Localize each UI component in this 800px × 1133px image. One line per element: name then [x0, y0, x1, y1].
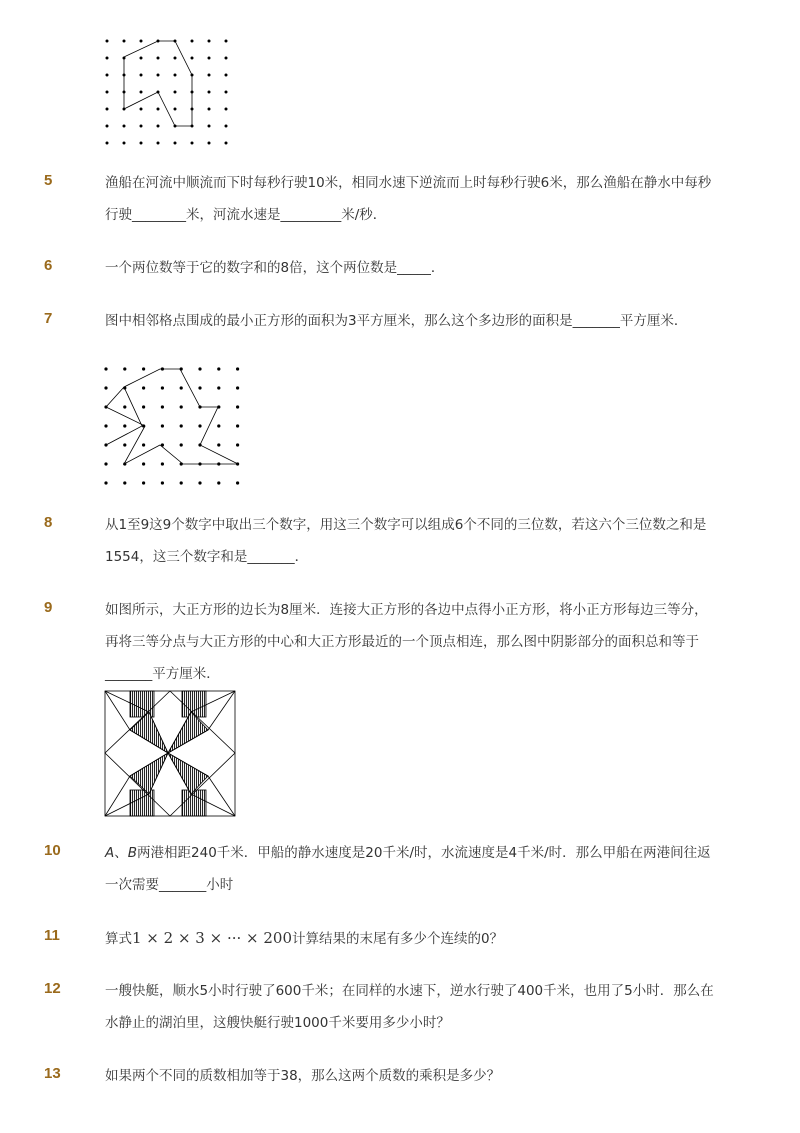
grid-dot	[180, 405, 183, 408]
grid-dot	[123, 481, 126, 484]
grid-dot	[191, 40, 194, 43]
port-a-label: A	[105, 845, 115, 861]
grid-dot	[217, 481, 220, 484]
grid-dot	[123, 405, 126, 408]
grid-dot	[142, 405, 145, 408]
grid-dot	[180, 386, 183, 389]
grid-dot	[106, 91, 109, 94]
grid-dot	[142, 462, 145, 465]
grid-dot	[236, 367, 239, 370]
grid-dot	[180, 481, 183, 484]
grid-dot	[140, 40, 143, 43]
grid-dot	[191, 142, 194, 145]
grid-dot	[208, 125, 211, 128]
grid-dot	[174, 91, 177, 94]
grid-dot	[123, 142, 126, 145]
grid-dot	[161, 386, 164, 389]
question-number: 7	[44, 310, 53, 327]
question-text: 一个两位数等于它的数字和的8倍，这个两位数是_____．	[105, 260, 445, 276]
grid-dot	[140, 91, 143, 94]
dot-grid-figure-top	[100, 35, 235, 150]
grid-dot	[106, 57, 109, 60]
grid-dot	[142, 443, 145, 446]
grid-dot	[174, 108, 177, 111]
grid-dot	[208, 91, 211, 94]
grid-dot	[198, 386, 201, 389]
question-text: 渔船在河流中顺流而下时每秒行驶10米，相同水速下逆流而上时每秒行驶6米，那么渔船在静水中每秒行驶________米，河流水速是_________米/秒．	[105, 175, 712, 223]
grid-dot	[198, 481, 201, 484]
grid-dot	[104, 367, 107, 370]
grid-dot	[198, 367, 201, 370]
square-shaded-figure	[104, 690, 236, 817]
grid-dot	[217, 424, 220, 427]
grid-dot	[225, 57, 228, 60]
question-number: 8	[44, 514, 53, 531]
grid-dot	[104, 424, 107, 427]
question-number: 10	[44, 842, 61, 859]
grid-dot	[208, 57, 211, 60]
grid-dot	[140, 57, 143, 60]
grid-dot	[208, 142, 211, 145]
grid-dot	[123, 424, 126, 427]
grid-dot	[157, 57, 160, 60]
grid-dot	[104, 481, 107, 484]
grid-dot	[140, 125, 143, 128]
question-text: 图中相邻格点围成的最小正方形的面积为3平方厘米，那么这个多边形的面积是_______平方厘米．	[105, 313, 688, 329]
question-number: 6	[44, 257, 53, 274]
question-suffix: 计算结果的末尾有多少个连续的0？	[291, 931, 504, 947]
grid-dot	[217, 367, 220, 370]
grid-dot	[225, 74, 228, 77]
math-expression: 1 × 2 × 3 × ··· × 200	[132, 929, 292, 947]
grid-dot	[157, 108, 160, 111]
dot-grid-polygon-figure	[100, 363, 245, 493]
grid-dot	[180, 424, 183, 427]
grid-dot	[225, 40, 228, 43]
grid-dot	[217, 443, 220, 446]
question-text	[105, 922, 715, 955]
grid-dot	[208, 108, 211, 111]
port-b-label: B	[127, 845, 138, 861]
question-number: 13	[44, 1065, 61, 1082]
grid-dot	[174, 142, 177, 145]
separator: 、	[114, 845, 128, 861]
grid-dot	[217, 386, 220, 389]
grid-dot	[123, 125, 126, 128]
grid-dot	[104, 386, 107, 389]
grid-dot	[198, 424, 201, 427]
grid-dot	[140, 74, 143, 77]
grid-dot	[157, 142, 160, 145]
question-body: 两港相距240千米．甲船的静水速度是20千米/时，水流速度是4千米/时．那么甲船在两港间往返一次需要_______小时	[105, 845, 711, 893]
grid-dot	[140, 142, 143, 145]
grid-dot	[106, 142, 109, 145]
question-text	[105, 837, 715, 901]
grid-dot	[191, 57, 194, 60]
question-number: 5	[44, 172, 53, 189]
grid-dot	[236, 443, 239, 446]
grid-dot	[236, 405, 239, 408]
grid-dot	[161, 424, 164, 427]
grid-dot	[236, 424, 239, 427]
question-prefix: 算式	[105, 931, 132, 947]
grid-dot	[174, 74, 177, 77]
grid-dot	[236, 481, 239, 484]
grid-dot	[123, 40, 126, 43]
grid-dot	[104, 462, 107, 465]
grid-dot	[106, 125, 109, 128]
grid-dot	[142, 367, 145, 370]
question-number: 9	[44, 599, 53, 616]
grid-dot	[123, 367, 126, 370]
question-text: 一艘快艇，顺水5小时行驶了600千米；在同样的水速下，逆水行驶了400千米，也用了5小时．那么在水静止的湖泊里，这艘快艇行驶1000千米要用多少小时？	[105, 983, 714, 1031]
grid-dot	[106, 40, 109, 43]
question-text: 如果两个不同的质数相加等于38，那么这两个质数的乘积是多少？	[105, 1068, 501, 1084]
grid-dot	[236, 386, 239, 389]
grid-dot	[161, 405, 164, 408]
grid-dot	[225, 125, 228, 128]
grid-dot	[123, 443, 126, 446]
grid-dot	[157, 74, 160, 77]
grid-dot	[225, 142, 228, 145]
question-text: 从1至9这9个数字中取出三个数字，用这三个数字可以组成6个不同的三位数，若这六个三位数之和是1554，这三个数字和是_______．	[105, 517, 707, 565]
grid-dot	[142, 481, 145, 484]
grid-dot	[174, 57, 177, 60]
question-number: 11	[44, 927, 60, 944]
grid-dot	[140, 108, 143, 111]
grid-dot	[142, 386, 145, 389]
question-text: 如图所示，大正方形的边长为8厘米．连接大正方形的各边中点得小正方形，将小正方形每边三等分，再将三等分点与大正方形的中心和大正方形最近的一个顶点相连，那么图中阴影部分的面积总和等于_______平方厘米．	[105, 602, 708, 682]
grid-dot	[208, 74, 211, 77]
grid-dot	[180, 443, 183, 446]
grid-dot	[106, 74, 109, 77]
grid-dot	[106, 108, 109, 111]
question-number: 12	[44, 980, 61, 997]
grid-dot	[157, 125, 160, 128]
grid-dot	[225, 108, 228, 111]
grid-dot	[161, 462, 164, 465]
grid-dot	[161, 481, 164, 484]
grid-dot	[225, 91, 228, 94]
grid-dot	[208, 40, 211, 43]
